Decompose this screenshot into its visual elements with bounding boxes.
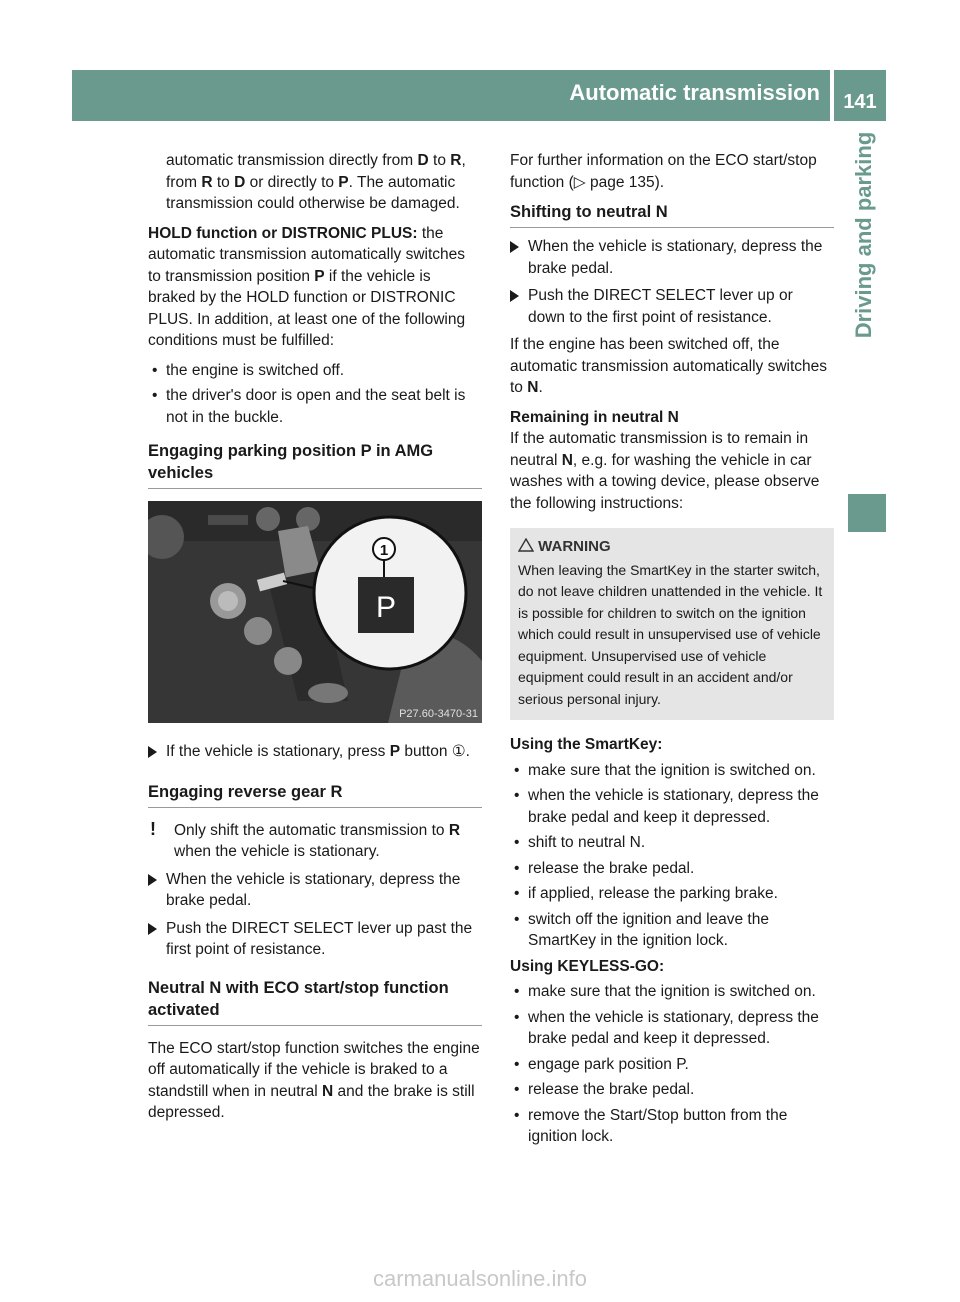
instruction-step: When the vehicle is stationary, depress the brake pedal. [510,236,834,279]
warning-header: WARNING [518,536,826,558]
callout-number: 1 [379,542,389,559]
section-tab-label: Driving and parking [851,131,876,339]
section-marker [848,494,886,532]
list-item: • make sure that the ignition is switched on. [510,760,834,782]
instruction-step: When the vehicle is stationary, depress the brake pedal. [148,869,482,912]
step-arrow-icon [510,241,519,253]
engine-off-paragraph: If the engine has been switched off, the automatic transmission automatically switches to N. [510,336,828,396]
step-arrow-icon [148,874,157,886]
list-item: • when the vehicle is stationary, depress the brake pedal and keep it depressed. [510,1007,834,1050]
list-item: • when the vehicle is stationary, depress the brake pedal and keep it depressed. [510,785,834,828]
gear-selector-photo [148,501,482,723]
list-item: • make sure that the ignition is switched on. [510,981,834,1003]
eco-paragraph: The ECO start/stop function switches the engine off automatically if the vehicle is braked to a standstill when in neutral N and the brake is still depressed. [148,1039,480,1121]
list-item: • shift to neutral N. [510,832,834,854]
header-bar [72,70,830,121]
instruction-step: If the vehicle is stationary, press P button ①. [148,741,482,763]
step-arrow-icon [510,290,519,302]
list-item: • if applied, release the parking brake. [510,883,834,905]
eco-reference: For further information on the ECO start/stop function (▷ page 135). [510,152,817,191]
list-item: • remove the Start/Stop button from the ignition lock. [510,1105,834,1148]
watermark: carmanualsonline.info [372,1266,588,1291]
section-heading-reverse: Engaging reverse gear R [148,781,482,808]
step-arrow-icon [148,923,157,935]
warning-triangle-icon [518,538,534,552]
section-heading-neutral: Shifting to neutral N [510,201,834,228]
keyless-label: Using KEYLESS-GO: [510,957,665,975]
remain-paragraph: If the automatic transmission is to remain in neutral N, e.g. for washing the vehicle in car washes with a towing device, please observe the following instructions: [510,430,820,512]
park-button-label: P [375,591,397,624]
hold-paragraph: HOLD function or DISTRONIC PLUS: the automatic transmission automatically switches to transmission position P if the vehicle is braked by the HOLD function or DISTRONIC PLUS. In addition, at least one of the following conditions must be fulfilled: [148,224,466,349]
smartkey-label: Using the SmartKey: [510,736,663,753]
instruction-step: Push the DIRECT SELECT lever up past the first point of resistance. [148,918,482,961]
page-number: 141 [834,70,886,121]
list-item: • switch off the ignition and leave the SmartKey in the ignition lock. [510,909,834,952]
right-column [510,150,834,1152]
section-heading-amg: Engaging parking position P in AMG vehicles [148,440,482,489]
list-item: • release the brake pedal. [510,1079,834,1101]
list-item: • the driver's door is open and the seat belt is not in the buckle. [148,385,482,428]
list-item: • release the brake pedal. [510,858,834,880]
figure-code: P27.60-3470-31 [399,708,478,720]
section-tab [842,122,886,362]
caution-note: ! Only shift the automatic transmission to R when the vehicle is stationary. [150,818,461,860]
intro-paragraph: automatic transmission directly from D to R, from R to D or directly to P. The automatic transmission could otherwise be damaged. [166,152,466,212]
step-arrow-icon [148,746,157,758]
remain-heading: Remaining in neutral N [510,408,679,426]
section-heading-eco: Neutral N with ECO start/stop function activated [148,977,482,1026]
warning-text: When leaving the SmartKey in the starter switch, do not leave children unattended in the vehicle. It is possible for children to switch on the ignition which could result in unsupervised use of vehicle equipment. Unsupervised use of vehicle equipment could result in an accident and/or serious personal injury. [518,561,823,707]
warning-box [510,528,834,720]
list-item: • the engine is switched off. [148,360,482,382]
exclamation-icon: ! [150,818,156,839]
list-item: • engage park position P. [510,1054,834,1076]
page-title: Automatic transmission [569,80,820,105]
instruction-step: Push the DIRECT SELECT lever up or down to the first point of resistance. [510,285,834,328]
gear-selector-illustration [148,501,482,723]
left-column [148,150,482,1132]
